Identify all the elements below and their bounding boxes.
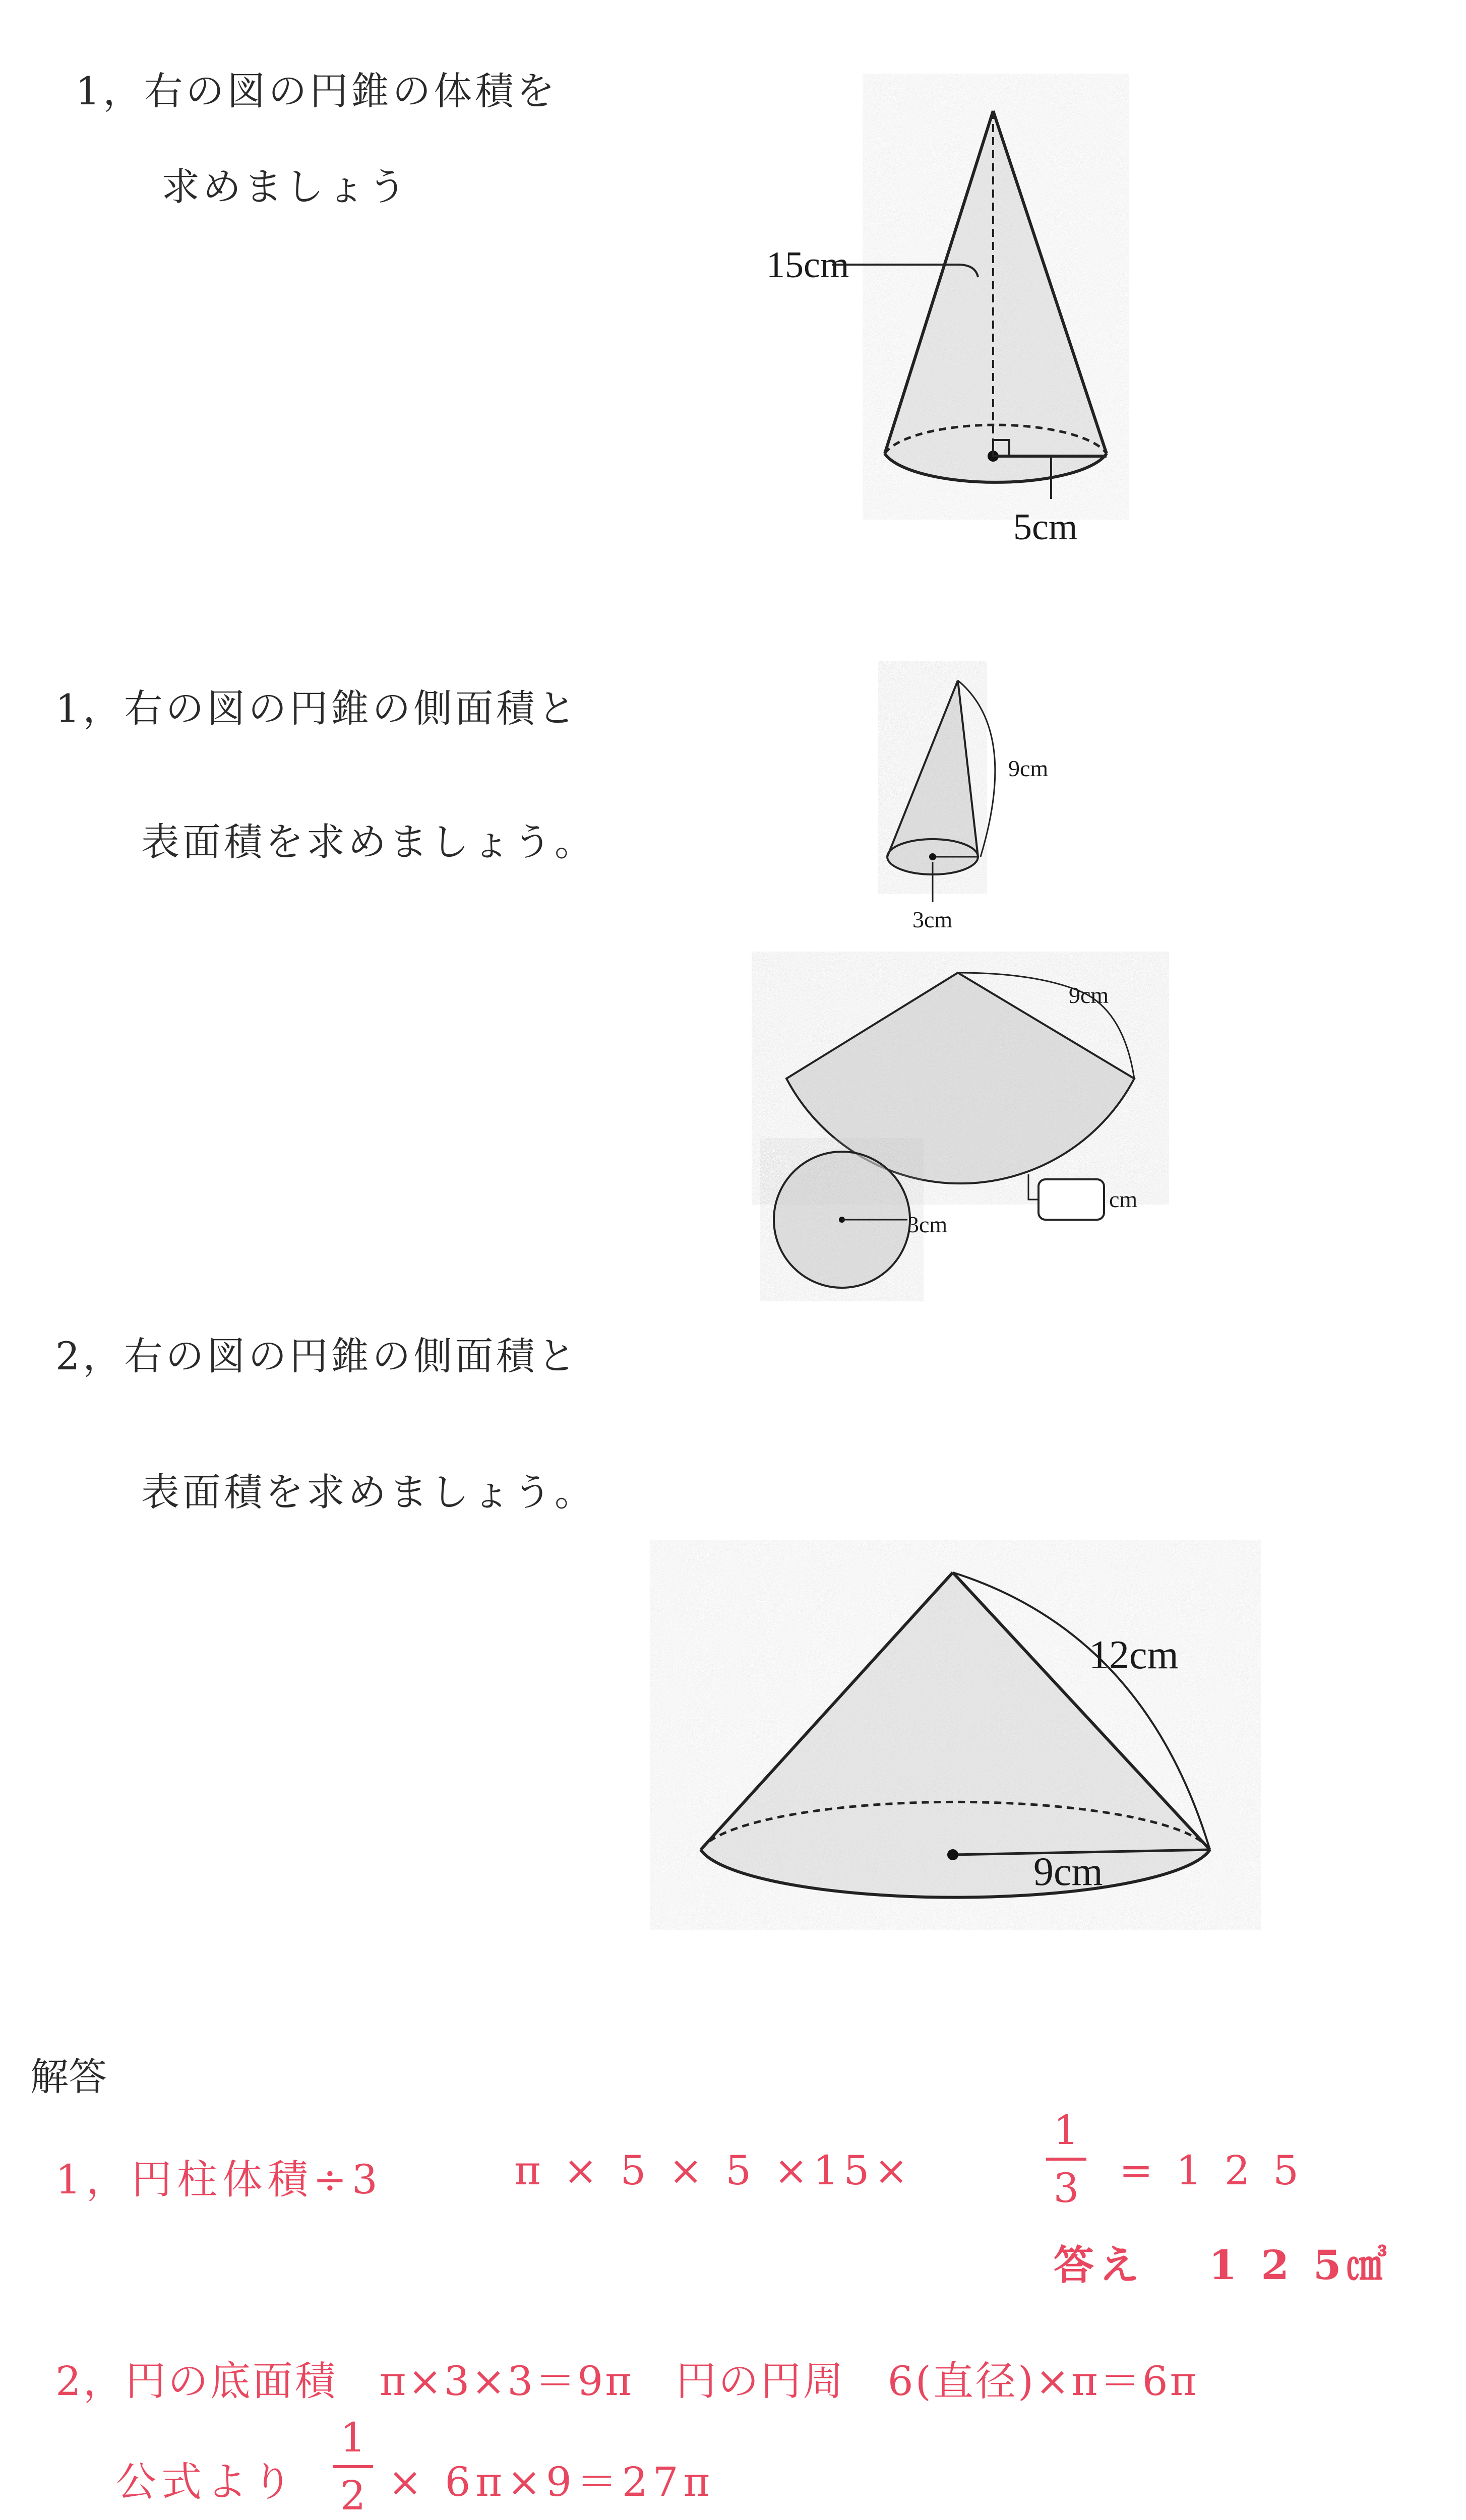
question-3-line-2: 表面積を求めましょう。 <box>141 1470 596 1515</box>
question-2-line-2: 表面積を求めましょう。 <box>141 820 596 864</box>
cone-3-radius-label: 9cm <box>1033 1850 1103 1894</box>
cone-2-slant-label: 9cm <box>1008 755 1049 781</box>
answer-2-frac-denominator: 2 <box>340 2472 366 2519</box>
answer-2-fraction <box>333 2414 373 2519</box>
cone-1-height-label: 15cm <box>766 244 849 286</box>
net-circle-label: 3cm <box>907 1212 948 1237</box>
cone-figure-3 <box>691 1542 1245 1905</box>
answer-1-result: = 1 2 5 <box>1119 2147 1304 2194</box>
answer-2-frac-numerator: 1 <box>340 2414 366 2461</box>
answer-2-line-2-prefix: 公式より <box>116 2459 297 2505</box>
answer-2-line-1: 2，円の底面積 π×3×3＝9π 円の円周 6(直径)×π＝6π <box>55 2358 1199 2405</box>
answers-heading: 解答 <box>30 2054 107 2099</box>
answer-1-frac-numerator: 1 <box>1053 2107 1079 2154</box>
answer-1-expr: π × 5 × 5 ×15× <box>514 2147 913 2194</box>
answer-1-fraction <box>1046 2107 1086 2212</box>
answer-box <box>1039 1179 1104 1220</box>
answer-box-unit: cm <box>1109 1186 1138 1212</box>
cone-3-slant-label: 12cm <box>1089 1633 1179 1677</box>
cone-2-radius-label: 3cm <box>912 907 953 932</box>
question-1-line-2: 求めましょう <box>161 164 409 209</box>
net-sector-label: 9cm <box>1069 982 1109 1008</box>
net-figure <box>756 958 1170 1310</box>
question-3-line-1: 2，右の図の円錐の側面積と <box>55 1334 579 1378</box>
question-2-line-1: 1，右の図の円錐の側面積と <box>55 686 579 731</box>
question-1-line-1: 1，右の図の円錐の体積を <box>76 69 558 113</box>
answer-1-label: 1，円柱体積÷3 <box>55 2156 383 2203</box>
answer-1-final: 答え 1 2 5㎤ <box>1054 2241 1392 2289</box>
answer-1-frac-denominator: 3 <box>1053 2165 1079 2212</box>
cone-figure-1 <box>766 91 1159 575</box>
cone-1-radius-label: 5cm <box>1013 507 1078 548</box>
cone-figure-2 <box>867 665 1109 948</box>
answer-2-line-2-suffix: × 6π×9＝27π <box>388 2459 715 2505</box>
